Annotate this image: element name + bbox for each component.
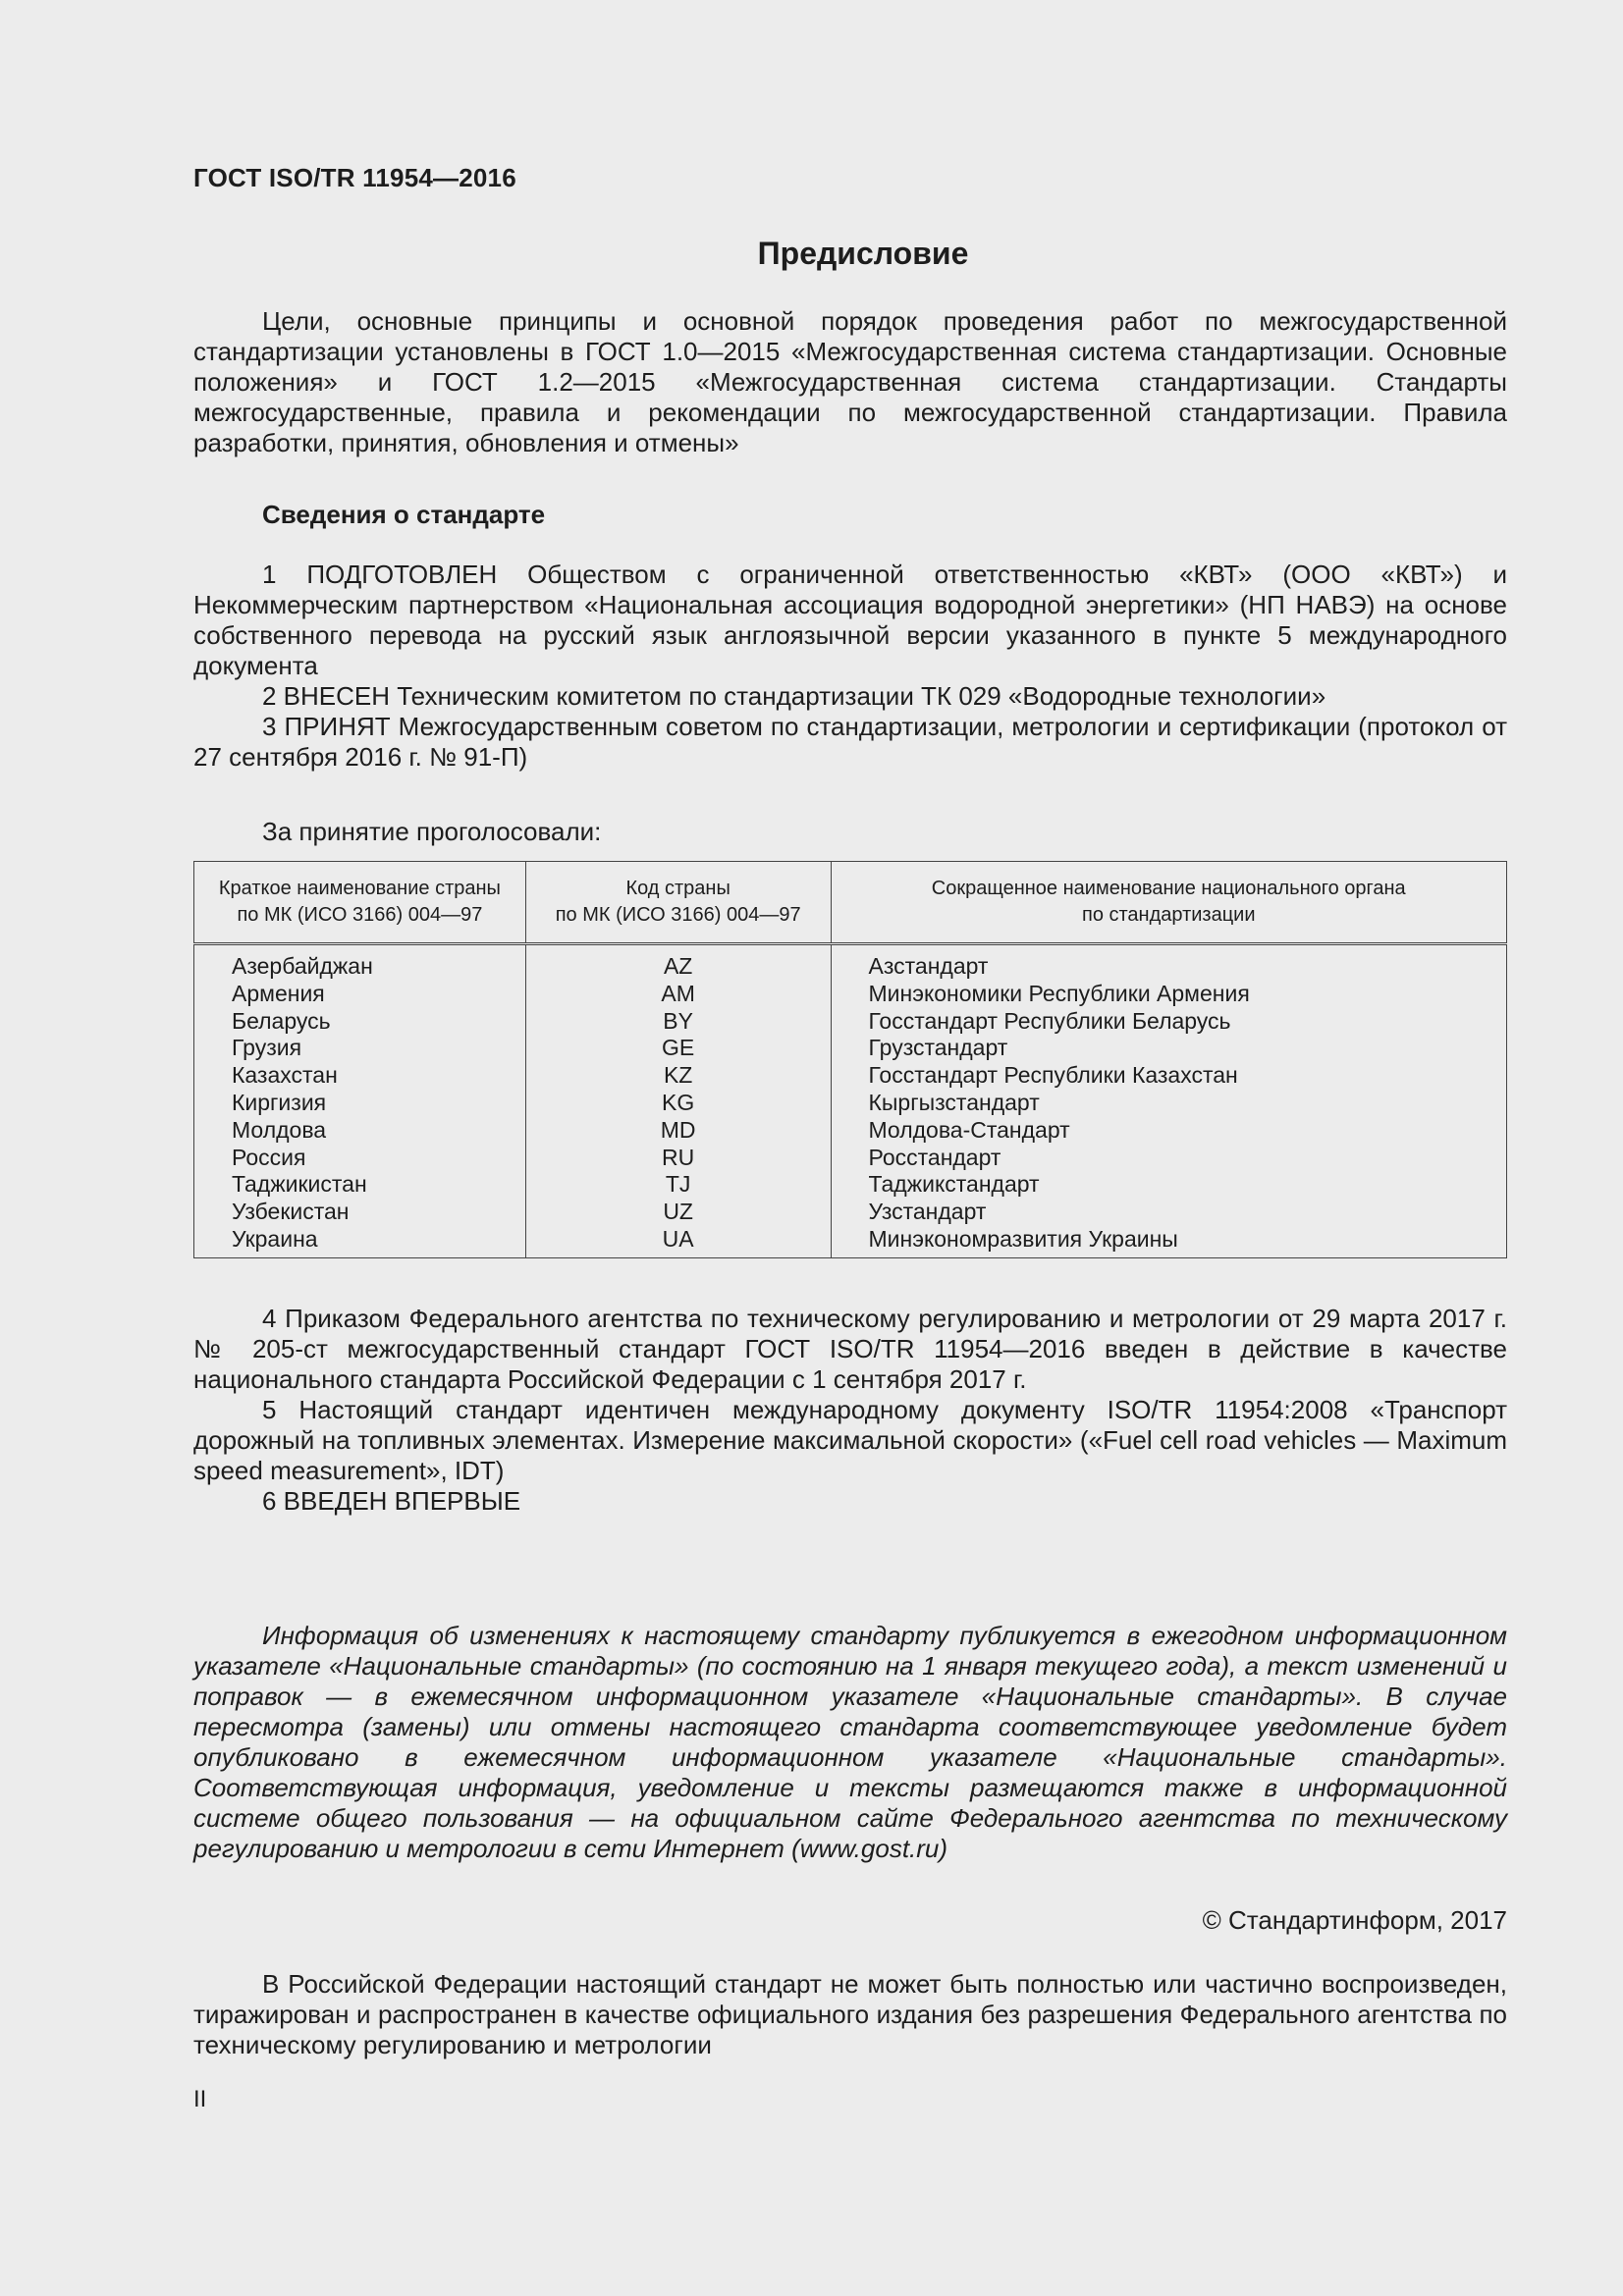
cell-body: Госстандарт Республики Беларусь: [831, 1008, 1507, 1036]
cell-country: Беларусь: [194, 1008, 526, 1036]
header-code: [525, 862, 831, 944]
page-number: II: [193, 2086, 207, 2112]
table-row: [194, 1090, 1507, 1117]
cell-body: Азстандарт: [831, 944, 1507, 981]
cell-code: MD: [525, 1117, 831, 1145]
cell-body: Молдова-Стандарт: [831, 1117, 1507, 1145]
item-prepared: 1 ПОДГОТОВЛЕН Обществом с ограниченной ответственностью «КВТ» (ООО «КВТ») и Некоммерческим партнерством «Национальная ассоциация водородной энергетики» (НП НАВЭ) на основе собственного перевода на русский язык англоязычной версии указанного в пункте 5 международного документа: [193, 560, 1507, 680]
table-row: [194, 1145, 1507, 1172]
cell-code: KG: [525, 1090, 831, 1117]
table-row: [194, 1226, 1507, 1257]
cell-country: Азербайджан: [194, 944, 526, 981]
cell-code: UZ: [525, 1199, 831, 1226]
table-row: [194, 1199, 1507, 1226]
cell-body: Грузстандарт: [831, 1035, 1507, 1062]
cell-code: UA: [525, 1226, 831, 1257]
header-country-line1: Краткое наименование страны: [218, 878, 501, 899]
cell-code: BY: [525, 1008, 831, 1036]
header-country-line2: по МК (ИСО 3166) 004—97: [237, 904, 483, 926]
cell-body: Минэкономики Республики Армения: [831, 981, 1507, 1008]
copyright: © Стандартинформ, 2017: [1202, 1905, 1507, 1935]
table-row: [194, 1117, 1507, 1145]
header-code-line1: Код страны: [625, 878, 730, 899]
cell-country: Россия: [194, 1145, 526, 1172]
cell-country: Узбекистан: [194, 1199, 526, 1226]
cell-code: AZ: [525, 944, 831, 981]
cell-code: KZ: [525, 1062, 831, 1090]
table-row: [194, 1035, 1507, 1062]
cell-country: Украина: [194, 1226, 526, 1257]
reproduction-restriction: В Российской Федерации настоящий стандарт не может быть полностью или частично воспроизведен, тиражирован и распространен в качестве официального издания без разрешения Федерального агентства по техническому регулированию и метрологии: [193, 1969, 1507, 2059]
cell-body: Таджикстандарт: [831, 1171, 1507, 1199]
cell-code: TJ: [525, 1171, 831, 1199]
cell-country: Казахстан: [194, 1062, 526, 1090]
cell-body: Госстандарт Республики Казахстан: [831, 1062, 1507, 1090]
info-heading: Сведения о стандарте: [262, 500, 546, 529]
cell-country: Киргизия: [194, 1090, 526, 1117]
intro-paragraph: Цели, основные принципы и основной порядок проведения работ по межгосударственной стандартизации установлены в ГОСТ 1.0—2015 «Межгосударственная система стандартизации. Основные положения» и ГОСТ 1.2—2015 «Межгосударственная система стандартизации. Стандарты межгосударственные, правила и рекомендации по межгосударственной стандартизации. Правила разработки, принятия, обновления и отмены»: [193, 306, 1507, 457]
cell-body: Росстандарт: [831, 1145, 1507, 1172]
voted-label: За принятие проголосовали:: [262, 817, 602, 846]
header-body: [831, 862, 1507, 944]
changes-notice: Информация об изменениях к настоящему стандарту публикуется в ежегодном информационном указателе «Национальные стандарты» (по состоянию на 1 января текущего года), а текст изменений и поправок — в ежемесячном информационном указателе «Национальные стандарты». В случае пересмотра (замены) или отмены настоящего стандарта соответствующее уведомление будет опубликовано в ежемесячном информационном указателе «Национальные стандарты». Соответствующая информация, уведомление и тексты размещаются также в информационной системе общего пользования — на официальном сайте Федерального агентства по техническому регулированию и метрологии в сети Интернет (www.gost.ru): [193, 1621, 1507, 1863]
cell-country: Таджикистан: [194, 1171, 526, 1199]
table-header-row: [194, 862, 1507, 944]
table-row: [194, 944, 1507, 981]
item-identical: 5 Настоящий стандарт идентичен международному документу ISO/TR 11954:2008 «Транспорт дорожный на топливных элементах. Измерение максимальной скорости» («Fuel cell road vehicles — Maximum speed measurement», IDT): [193, 1395, 1507, 1485]
table-row: [194, 1008, 1507, 1036]
cell-code: AM: [525, 981, 831, 1008]
cell-country: Армения: [194, 981, 526, 1008]
cell-code: RU: [525, 1145, 831, 1172]
page-title: Предисловие: [757, 236, 969, 271]
item-introduced-first: 6 ВВЕДЕН ВПЕРВЫЕ: [262, 1486, 521, 1516]
table-row: [194, 1171, 1507, 1199]
cell-body: Минэкономразвития Украины: [831, 1226, 1507, 1257]
cell-code: GE: [525, 1035, 831, 1062]
cell-country: Грузия: [194, 1035, 526, 1062]
item-enacted: 4 Приказом Федерального агентства по техническому регулированию и метрологии от 29 марта 2017 г. № 205-ст межгосударственный стандарт ГОСТ ISO/TR 11954—2016 введен в действие в качестве национального стандарта Российской Федерации с 1 сентября 2017 г.: [193, 1304, 1507, 1394]
item-submitted: 2 ВНЕСЕН Техническим комитетом по стандартизации ТК 029 «Водородные технологии»: [262, 681, 1326, 711]
item-adopted: 3 ПРИНЯТ Межгосударственным советом по стандартизации, метрологии и сертификации (протокол от 27 сентября 2016 г. № 91-П): [193, 712, 1507, 772]
standard-info-items-continued: [193, 1304, 1507, 1517]
cell-body: Кыргызстандарт: [831, 1090, 1507, 1117]
cell-country: Молдова: [194, 1117, 526, 1145]
header-body-line2: по стандартизации: [1081, 904, 1256, 926]
header-code-line2: по МК (ИСО 3166) 004—97: [555, 904, 801, 926]
table-row: [194, 1062, 1507, 1090]
standard-info-items: [193, 560, 1507, 773]
document-code: ГОСТ ISO/TR 11954—2016: [193, 163, 516, 192]
cell-body: Узстандарт: [831, 1199, 1507, 1226]
table-row: [194, 981, 1507, 1008]
header-country: [194, 862, 526, 944]
header-body-line1: Сокращенное наименование национального органа: [931, 878, 1406, 899]
voting-table: [193, 861, 1507, 1258]
